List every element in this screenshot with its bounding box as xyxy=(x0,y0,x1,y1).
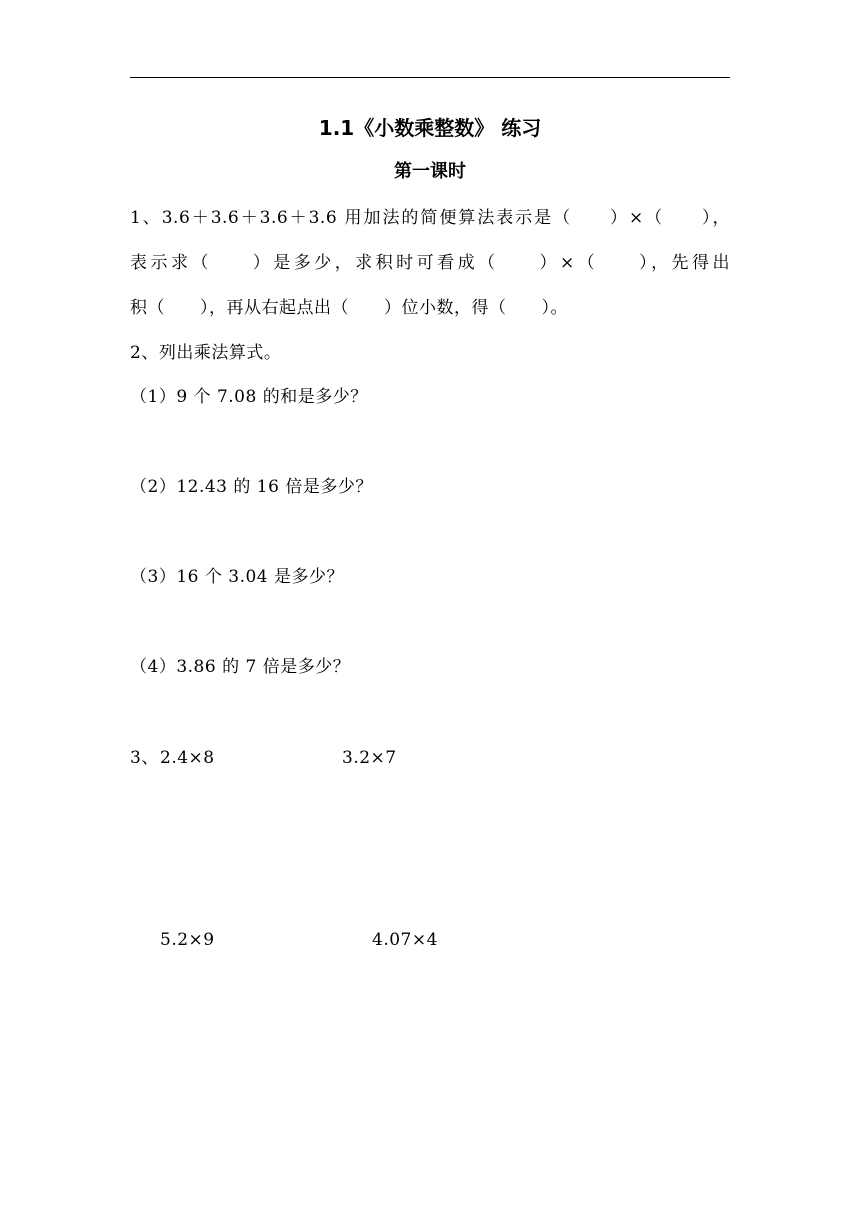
question-3-expr-1: 2.4×8 xyxy=(160,748,215,768)
question-1-line-2: 表示求（ ）是多少，求积时可看成（ ）×（ ），先得出 xyxy=(130,253,730,273)
page-title: 1.1《小数乘整数》 练习 xyxy=(318,116,542,140)
question-2-item-4: （4）3.86 的 7 倍是多少？ xyxy=(130,657,351,677)
page-subtitle: 第一课时 xyxy=(394,161,466,182)
header-rule xyxy=(130,77,730,78)
question-2-item-3: （3）16 个 3.04 是多少？ xyxy=(130,567,345,587)
question-2-item-2: （2）12.43 的 16 倍是多少？ xyxy=(130,477,373,497)
question-3-label: 3、 xyxy=(130,748,159,768)
question-2-heading: 2、列出乘法算式。 xyxy=(130,343,282,363)
question-3-expr-2: 3.2×7 xyxy=(342,748,397,768)
question-1-line-1: 1、3.6＋3.6＋3.6＋3.6 用加法的简便算法表示是（ ）×（ ）， xyxy=(130,208,730,228)
question-1-line-3: 积（ ），再从右起点出（ ）位小数，得（ ）。 xyxy=(130,298,568,318)
question-3-expr-4: 4.07×4 xyxy=(372,930,438,950)
question-3-expr-3: 5.2×9 xyxy=(160,930,215,950)
question-2-item-1: （1）9 个 7.08 的和是多少？ xyxy=(130,387,368,407)
